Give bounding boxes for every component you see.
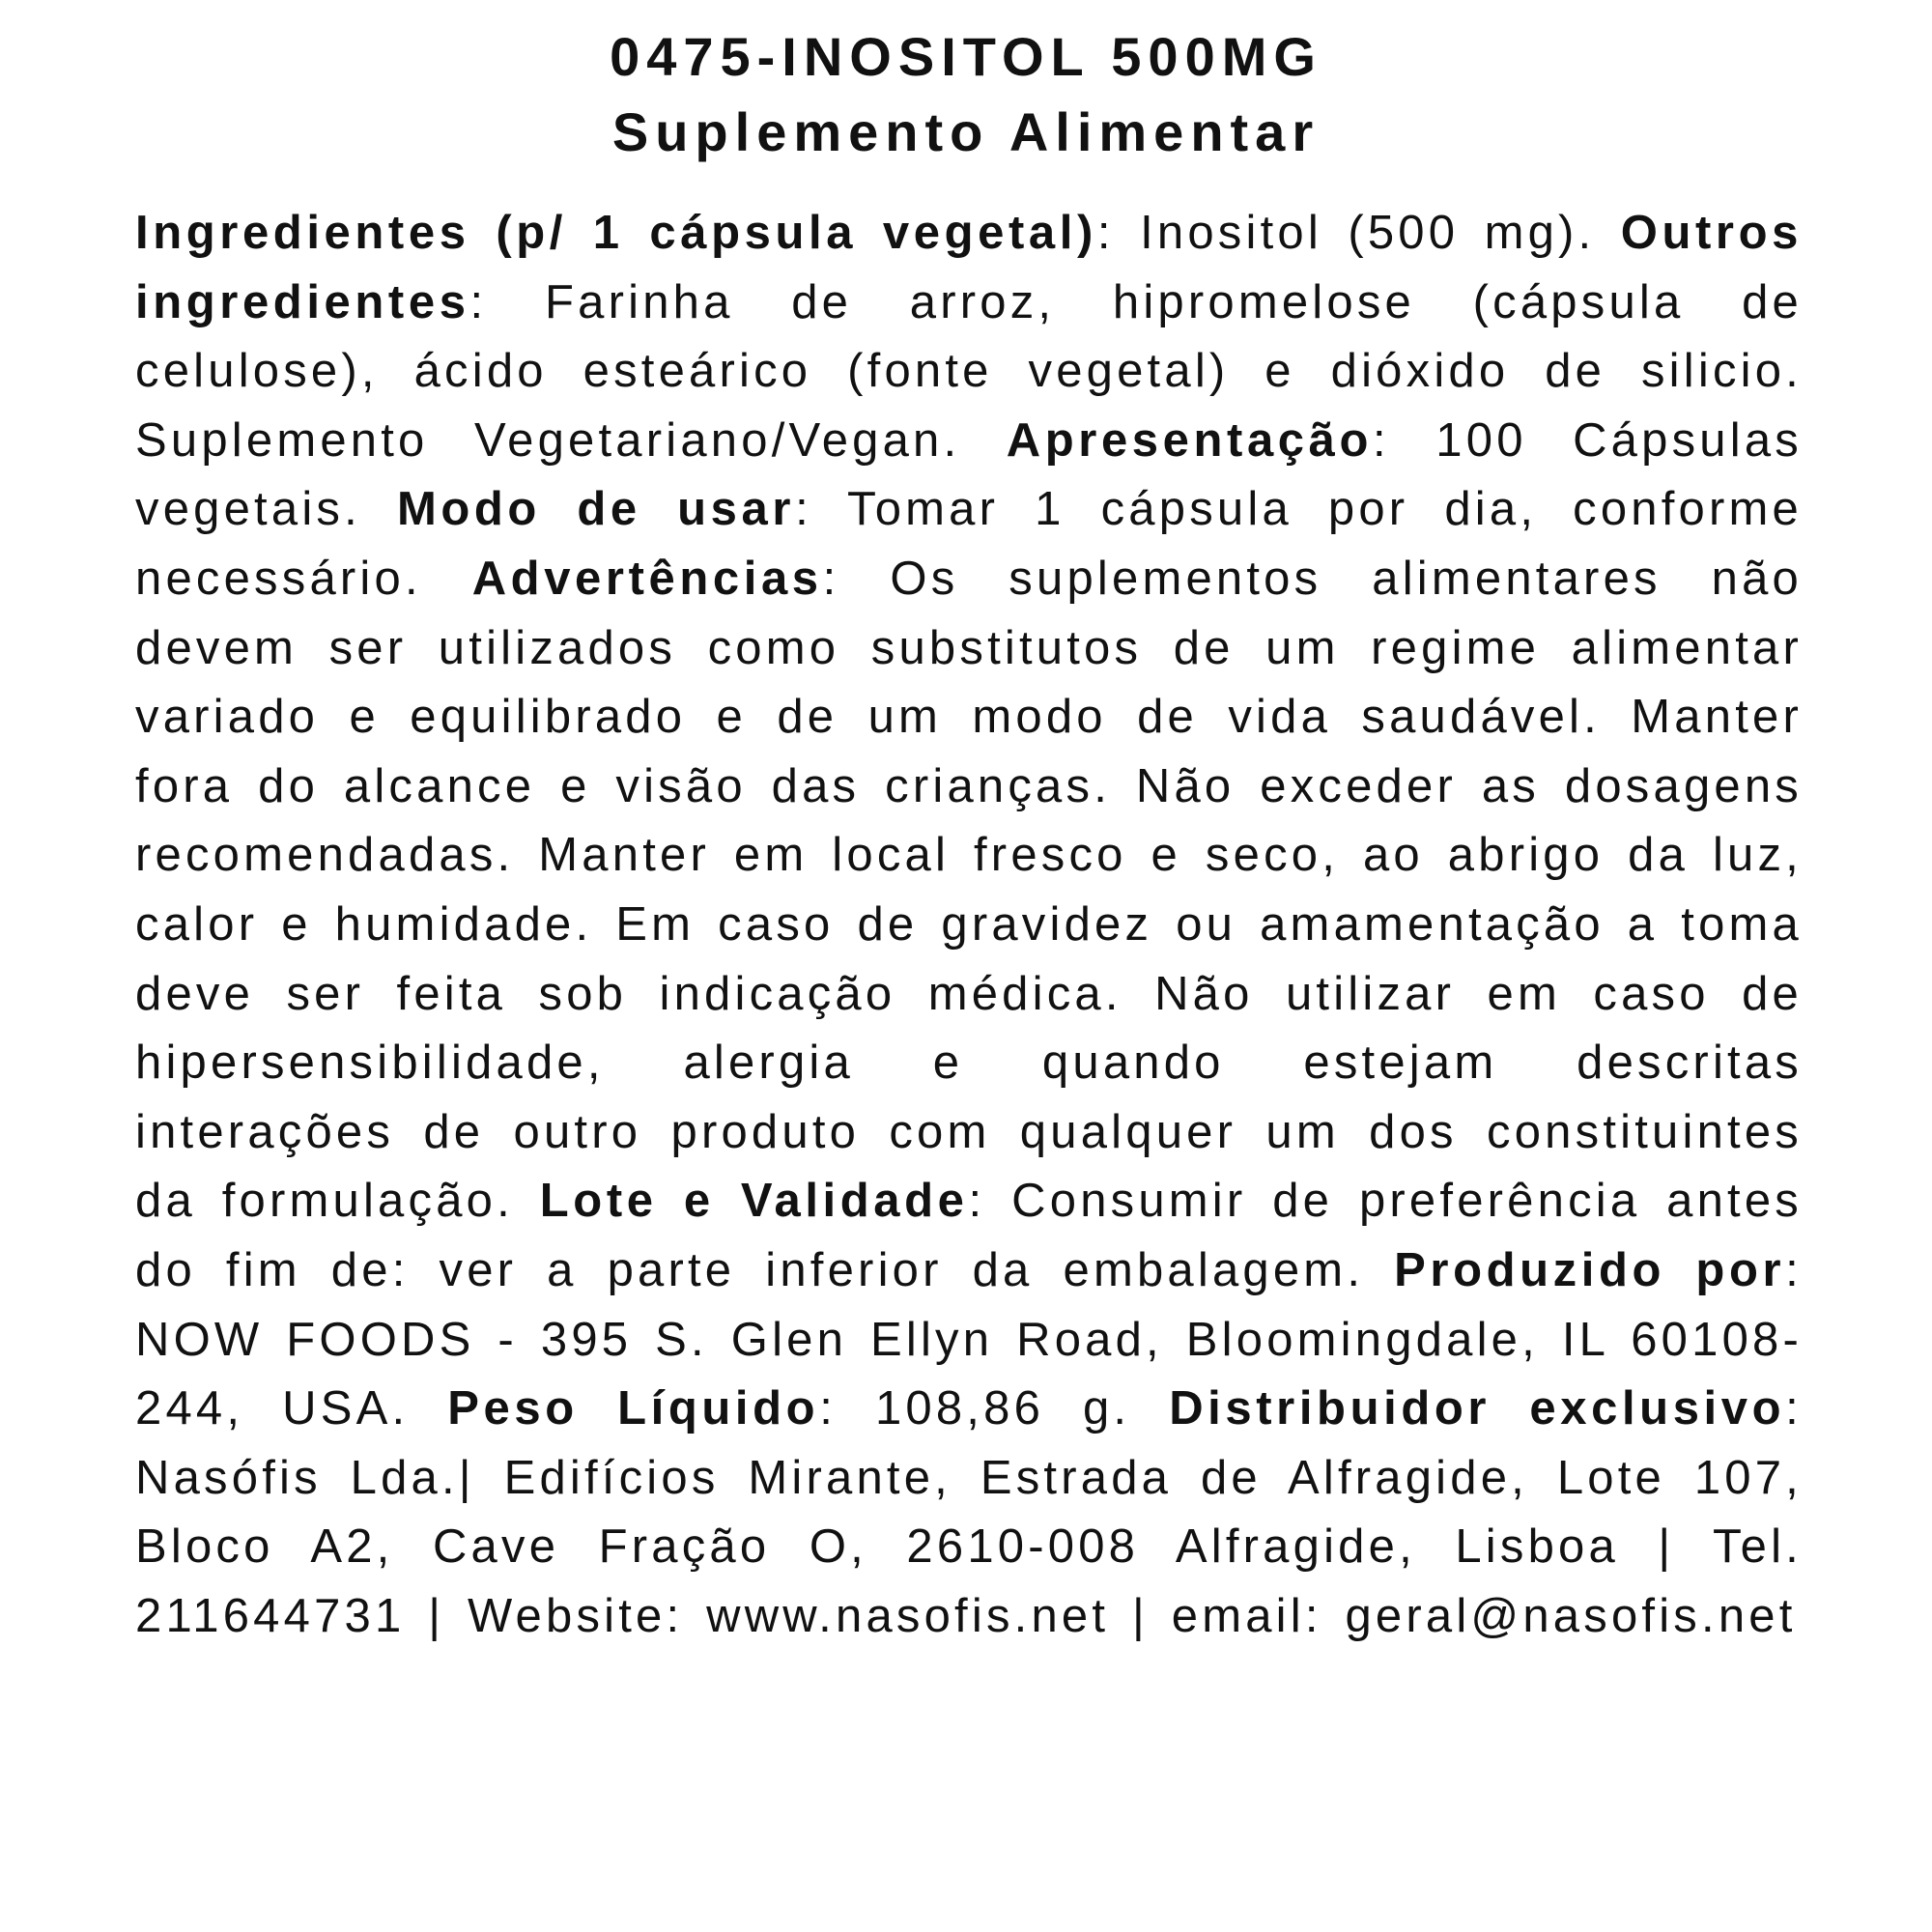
distributor-label: Distribuidor exclusivo <box>1169 1382 1786 1435</box>
product-title: 0475-INOSITOL 500MG <box>610 26 1322 87</box>
lot-label: Lote e Validade <box>539 1175 969 1228</box>
producer-label: Produzido por <box>1394 1243 1786 1296</box>
other-ingredients-value: : Farinha de arroz, hipromelose (cápsula de celulose), ácido esteárico (fonte vegetal) e dióxido de silicio. Suplemento Vegetariano/Vegan. <box>135 275 1803 467</box>
presentation-value: : 100 Cápsulas vegetais. <box>135 413 1803 536</box>
net-weight-label: Peso Líquido <box>447 1382 820 1435</box>
distributor-value: : Nasófis Lda.| Edifícios Mirante, Estrada de Alfragide, Lote 107, Bloco A2, Cave Fração O, 2610-008 Alfragide, Lisboa | Tel. 211644731 | Website: www.nasofis.net | email: geral@nasofis.net <box>135 1382 1803 1642</box>
producer-value: : NOW FOODS - 395 S. Glen Ellyn Road, Bloomingdale, IL 60108- 244, USA. <box>135 1243 1803 1435</box>
label-header <box>0 19 1932 170</box>
ingredients-value: : Inositol (500 mg). <box>1096 207 1621 259</box>
usage-value: : Tomar 1 cápsula por dia, conforme necessário. <box>135 483 1803 605</box>
usage-label: Modo de usar <box>396 483 796 536</box>
warnings-label: Advertências <box>471 552 823 605</box>
net-weight-value: : 108,86 g. <box>819 1382 1170 1435</box>
warnings-value: : Os suplementos alimentares não devem ser utilizados como substitutos de um regime alimentar variado e equilibrado e de um modo de vida saudável. Manter fora do alcance e visão das crianças. Não exceder as dosagens recomendadas. Manter em local fresco e seco, ao abrigo da luz, calor e humidade. Em caso de gravidez ou amamentação a toma deve ser feita sob indicação médica. Não utilizar em caso de hipersensibilidade, alergia e quando estejam descritas interações de outro produto com qualquer um dos constituintes da formulação. <box>135 552 1803 1228</box>
ingredients-label: Ingredientes (p/ 1 cápsula vegetal) <box>135 207 1097 259</box>
label-body-text <box>135 199 1803 1651</box>
product-subtitle: Suplemento Alimentar <box>611 101 1321 162</box>
other-ingredients-label: Outros ingredientes <box>135 207 1803 328</box>
presentation-label: Apresentação <box>1006 413 1374 467</box>
lot-value: : Consumir de preferência antes do fim de: ver a parte inferior da embalagem. <box>135 1175 1803 1296</box>
